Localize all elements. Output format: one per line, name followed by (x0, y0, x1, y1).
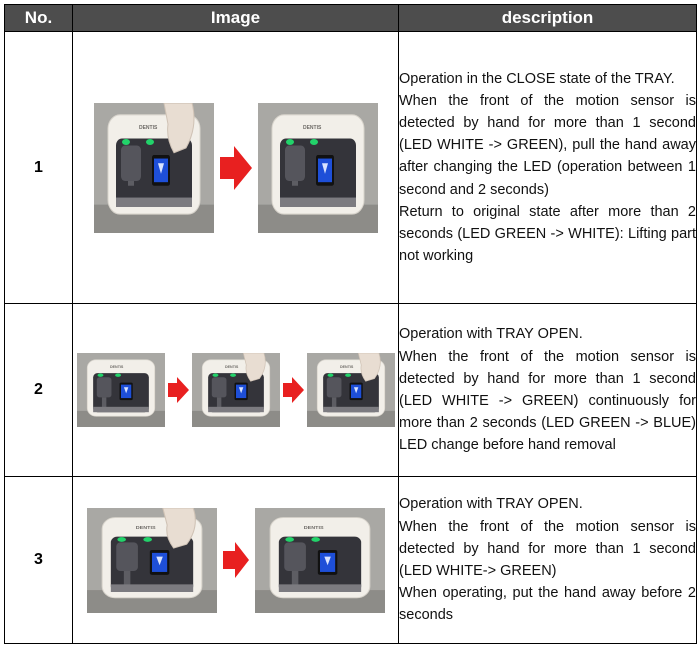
description-cell (399, 32, 697, 304)
description-cell (399, 477, 697, 644)
image-cell (73, 304, 399, 477)
description-line: Operation with TRAY OPEN. (399, 326, 583, 343)
operation-table (4, 4, 697, 644)
led-indicator (212, 374, 218, 377)
header-image: Image (73, 5, 399, 32)
arrow-icon (220, 146, 252, 190)
device-photo (77, 353, 165, 427)
device-photo (258, 103, 378, 233)
arrow-icon (168, 377, 189, 403)
led-indicator (327, 374, 333, 377)
brand-logo: DENTIS (339, 364, 353, 369)
image-cell (73, 32, 399, 304)
image-cell (73, 477, 399, 644)
led-indicator (286, 139, 294, 145)
led-indicator (311, 537, 320, 542)
led-indicator (122, 139, 130, 145)
description-line: Operation in the CLOSE state of the TRAY. (399, 70, 675, 87)
arrow-icon (223, 542, 249, 578)
device-photo (307, 353, 395, 427)
table-row (5, 304, 697, 477)
header-description: description (399, 5, 697, 32)
table-row (5, 477, 697, 644)
row-number: 2 (5, 304, 73, 477)
table-header-row (5, 5, 697, 32)
brand-logo: DENTIS (302, 124, 321, 131)
device-photo (94, 103, 214, 233)
brand-logo: DENTIS (109, 364, 123, 369)
description-line: Operation with TRAY OPEN. (399, 496, 583, 513)
header-no: No. (5, 5, 73, 32)
brand-logo: DENTIS (135, 524, 156, 531)
led-indicator (146, 139, 154, 145)
description-cell (399, 304, 697, 477)
description-line: When the front of the motion sensor is detected by hand for more than 1 second (LED WHITE-> GREEN) (399, 518, 696, 579)
arrow-icon (283, 377, 304, 403)
led-indicator (143, 537, 152, 542)
description-line: When the front of the motion sensor is detected by hand for more than 1 second (LED WHITE -> GREEN) continuously for more than 2 seconds (LED GREEN -> BLUE) LED change before hand removal (399, 348, 696, 454)
description-line: Return to original state after more than 2 seconds (LED GREEN -> WHITE): Lifting part not working (399, 203, 696, 265)
led-indicator (97, 374, 103, 377)
row-number: 3 (5, 477, 73, 644)
description-line: When operating, put the hand away before 2 seconds (399, 585, 696, 624)
led-indicator (117, 537, 126, 542)
led-indicator (115, 374, 121, 377)
led-indicator (310, 139, 318, 145)
device-photo (192, 353, 280, 427)
led-indicator (285, 537, 294, 542)
led-indicator (345, 374, 351, 377)
row-number: 1 (5, 32, 73, 304)
brand-logo: DENTIS (224, 364, 238, 369)
table-row (5, 32, 697, 304)
brand-logo: DENTIS (303, 524, 324, 531)
device-photo (87, 508, 217, 613)
led-indicator (230, 374, 236, 377)
device-photo (255, 508, 385, 613)
description-line: When the front of the motion sensor is detected by hand for more than 1 second (LED WHITE -> GREEN), pull the hand away after changing the LED (operation between 1 second and 2 seconds) (399, 92, 696, 198)
brand-logo: DENTIS (138, 124, 157, 131)
